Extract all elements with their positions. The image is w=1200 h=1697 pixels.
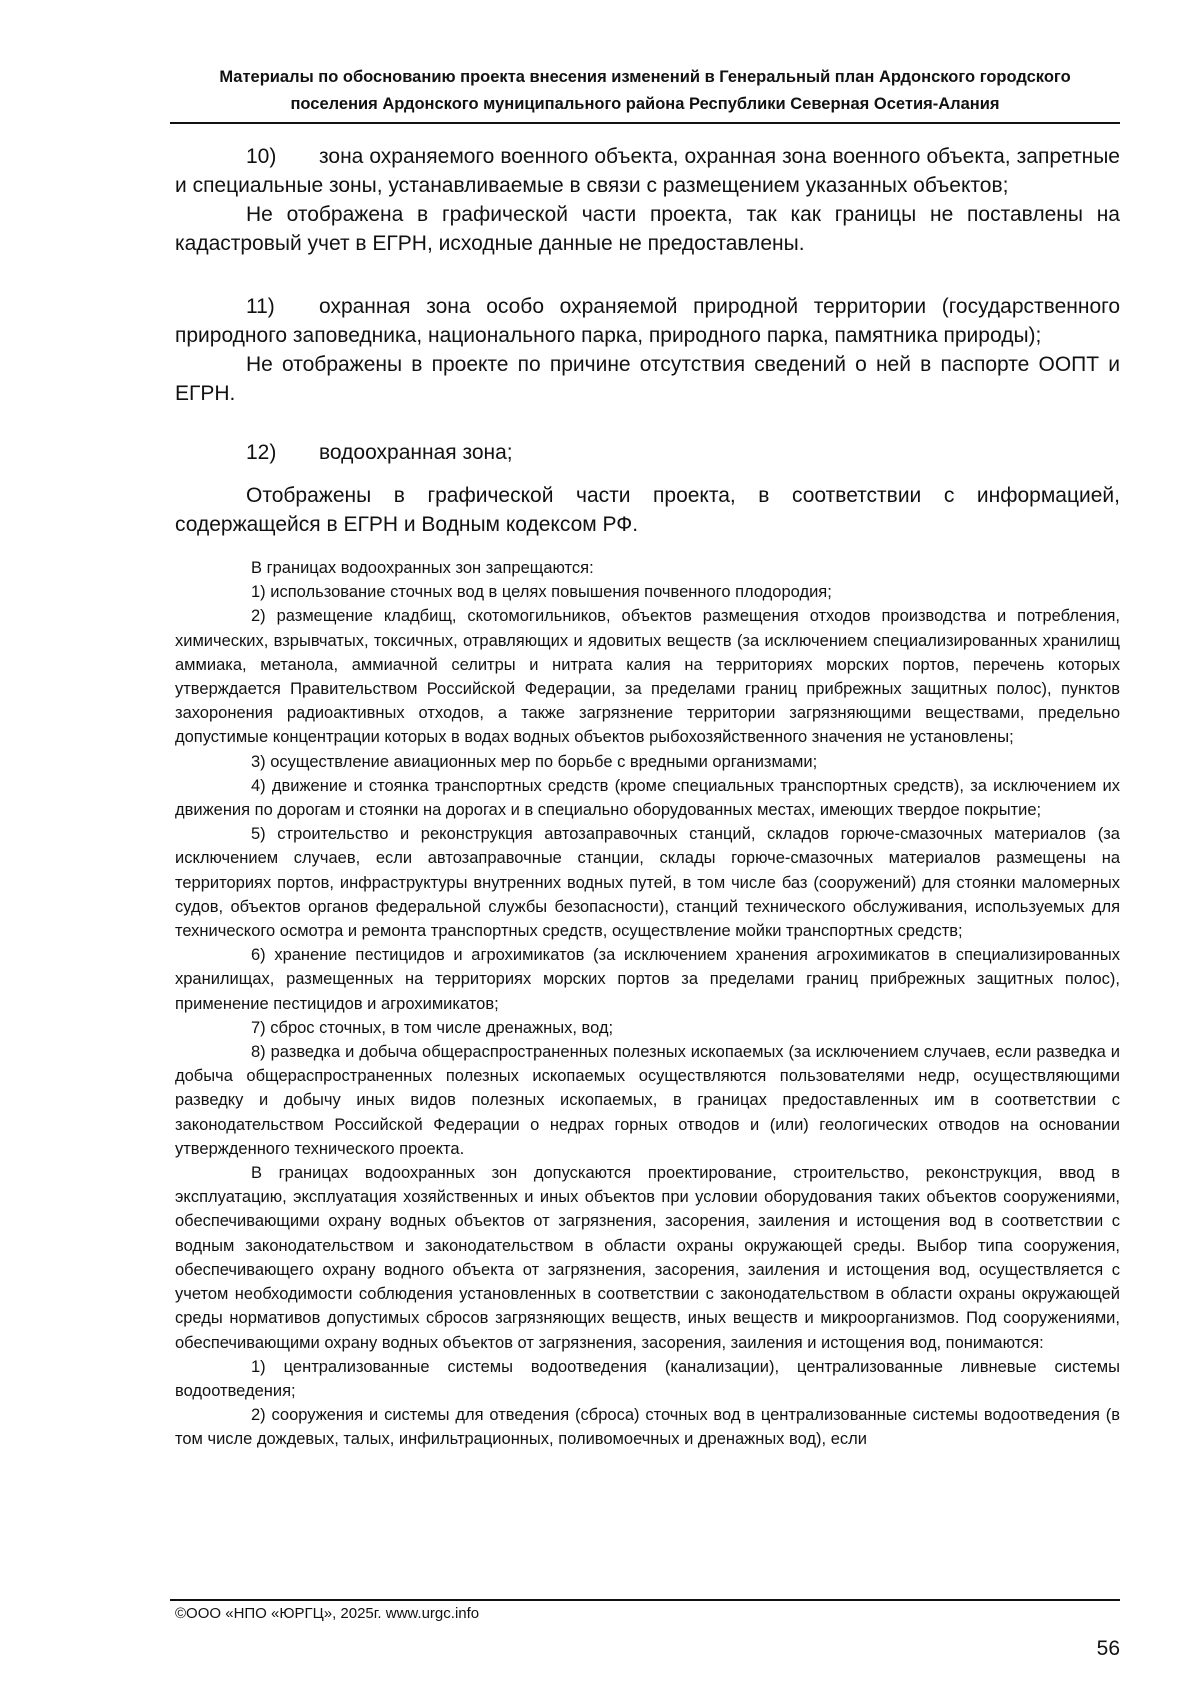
body-text — [175, 556, 1120, 1452]
paragraph: 6) хранение пестицидов и агрохимикатов (за исключением хранения агрохимикатов в специализированных хранилищах, размещенных на территориях морских портов за пределами границ прибрежных защитных полос), применение пестицидов и агрохимикатов; — [175, 946, 1120, 1013]
item-note: Не отображены в проекте по причине отсутствия сведений о ней в паспорте ООПТ и ЕГРН. — [175, 353, 1120, 405]
paragraph: 1) централизованные системы водоотведения (канализации), централизованные ливневые системы водоотведения; — [175, 1357, 1120, 1400]
footer-copyright: ©ООО «НПО «ЮРГЦ», 2025г. www.urgc.info — [175, 1605, 480, 1622]
page-number: 56 — [1096, 1637, 1120, 1660]
item-number: 12) — [246, 441, 277, 464]
item-note: Не отображена в графической части проекта, так как границы не поставлены на кадастровый учет в ЕГРН, исходные данные не предоставлены. — [175, 203, 1120, 255]
paragraph: В границах водоохранных зон запрещаются: — [251, 559, 594, 577]
paragraph: 1) использование сточных вод в целях повышения почвенного плодородия; — [251, 583, 832, 602]
paragraph: 5) строительство и реконструкция автозаправочных станций, складов горюче-смазочных материалов (за исключением случаев, если автозаправочные станции, склады горюче-смазочных материалов размещены на территориях портов, инфраструктуры внутренних водных путей, в том числе баз (сооружений) для стоянки маломерных судов, объектов органов федеральной службы безопасности), станций технического обслуживания, используемых для технического осмотра и ремонта транспортных средств, осуществление мойки транспортных средств; — [175, 825, 1120, 941]
list-item-10 — [175, 142, 1120, 258]
paragraph: 8) разведка и добыча общераспространенных полезных ископаемых (за исключением случаев, если разведка и добыча общераспространенных полезных ископаемых осуществляются пользователями недр, осуществляющими разведку и добычу иных видов полезных ископаемых, в границах предоставленных им в соответствии с законодательством Российской Федерации о недрах горных отводов и (или) геологических отводов на основании утвержденного технического проекта. — [175, 1043, 1120, 1158]
paragraph: 7) сброс сточных, в том числе дренажных, вод; — [251, 1018, 614, 1037]
paragraph: 4) движение и стоянка транспортных средств (кроме специальных транспортных средств), за исключением их движения по дорогам и стоянки на дорогах и в специально оборудованных местах, имеющих твердое покрытие; — [175, 776, 1120, 820]
item-number: 11) — [246, 295, 275, 318]
header-line-2: поселения Ардонского муниципального района Республики Северная Осетия-Алания — [290, 95, 1000, 113]
paragraph: 2) сооружения и системы для отведения (сброса) сточных вод в централизованные системы водоотведения (в том числе дождевых, талых, инфильтрационных, поливомоечных и дренажных вод), если — [175, 1406, 1120, 1449]
footer-divider — [170, 1599, 1120, 1601]
list-item-12 — [175, 438, 1120, 539]
page-header — [170, 64, 1120, 118]
item-text: зона охраняемого военного объекта, охранная зона военного объекта, запретные и специальные зоны, устанавливаемые в связи с размещением указанных объектов; — [175, 145, 1120, 197]
list-item-11 — [175, 292, 1120, 408]
item-text: охранная зона особо охраняемой природной территории (государственного природного заповедника, национального парка, природного парка, памятника природы); — [175, 295, 1120, 347]
header-line-1: Материалы по обоснованию проекта внесения изменений в Генеральный план Ардонского городского — [219, 68, 1071, 86]
header-divider — [170, 122, 1120, 124]
paragraph: В границах водоохранных зон допускаются проектирование, строительство, реконструкция, ввод в эксплуатацию, эксплуатация хозяйственных и иных объектов при условии оборудования таких объектов сооружениями, обеспечивающими охрану водных объектов от загрязнения, засорения, заиления и истощения вод в соответствии с водным законодательством и законодательством в области охраны окружающей среды. Выбор типа сооружения, обеспечивающего охрану водного объекта от загрязнения, засорения, заиления и истощения вод, осуществляется с учетом необходимости соблюдения установленных в соответствии с законодательством в области охраны окружающей среды нормативов допустимых сбросов загрязняющих веществ, иных веществ и микроорганизмов. Под сооружениями, обеспечивающими охрану водных объектов от загрязнения, засорения, заиления и истощения вод, понимаются: — [175, 1164, 1120, 1352]
item-number: 10) — [246, 145, 277, 168]
paragraph: 2) размещение кладбищ, скотомогильников, объектов размещения отходов производства и потребления, химических, взрывчатых, токсичных, отравляющих и ядовитых веществ (за исключением специализированных хранилищ аммиака, метанола, аммиачной селитры и нитрата калия на территориях морских портов, перечень которых утверждается Правительством Российской Федерации, за пределами границ прибрежных защитных полос), пунктов захоронения радиоактивных отходов, а также загрязнение территории загрязняющими веществами, предельно допустимые концентрации которых в водах водных объектов рыбохозяйственного значения не установлены; — [175, 607, 1120, 747]
paragraph: 3) осуществление авиационных мер по борьбе с вредными организмами; — [251, 752, 818, 771]
item-text: водоохранная зона; — [319, 441, 513, 464]
item-note: Отображены в графической части проекта, в соответствии с информацией, содержащейся в ЕГРН и Водным кодексом РФ. — [175, 484, 1120, 536]
